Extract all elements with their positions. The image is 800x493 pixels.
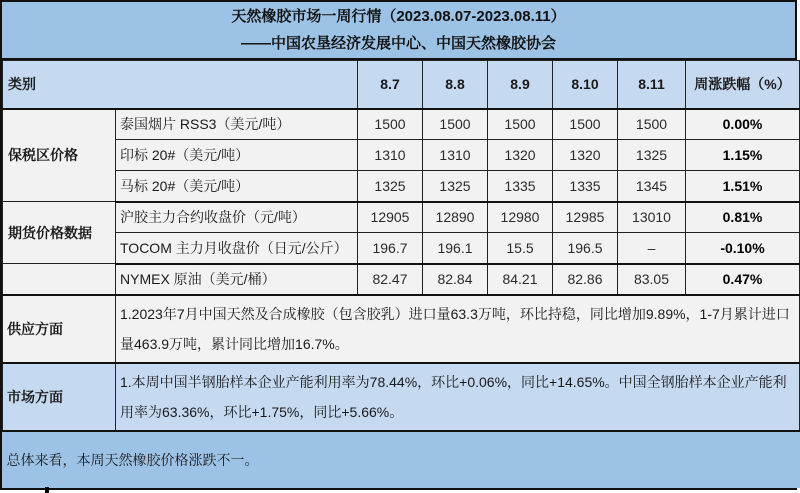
market-section-row <box>3 363 800 431</box>
value-cell: 1500 <box>488 109 553 140</box>
group-cell-empty <box>3 264 116 295</box>
value-cell: 196.7 <box>358 233 423 264</box>
market-section-label: 市场方面 <box>3 363 116 431</box>
date-header-8-10: 8.10 <box>553 61 618 109</box>
value-cell: 1325 <box>358 171 423 202</box>
table-header-row <box>3 61 800 109</box>
row-label: TOCOM 主力月收盘价（日元/公斤） <box>116 233 358 264</box>
summary-text: 总体来看，本周天然橡胶价格涨跌不一。 <box>6 451 259 468</box>
value-cell: 84.21 <box>488 264 553 295</box>
value-cell: 1320 <box>553 140 618 171</box>
value-cell: 1500 <box>553 109 618 140</box>
category-header: 类别 <box>3 61 358 109</box>
change-cell: 0.00% <box>686 109 800 140</box>
date-header-8-11: 8.11 <box>618 61 686 109</box>
value-cell: 1325 <box>618 140 686 171</box>
change-cell: 1.15% <box>686 140 800 171</box>
group-cell-bonded-zone: 保税区价格 <box>3 109 116 202</box>
value-cell: 1500 <box>618 109 686 140</box>
value-cell: 1345 <box>618 171 686 202</box>
value-cell: 1500 <box>423 109 488 140</box>
value-cell: 1310 <box>358 140 423 171</box>
report-title: 天然橡胶市场一周行情（2023.08.07-2023.08.11） <box>231 8 566 25</box>
value-cell: 82.86 <box>553 264 618 295</box>
row-label: 马标 20#（美元/吨） <box>116 171 358 202</box>
table-row <box>3 233 800 264</box>
table-row <box>3 264 800 295</box>
value-cell: 13010 <box>618 202 686 233</box>
market-section-text: 1.本周中国半钢胎样本企业产能利用率为78.44%，环比+0.06%，同比+14.65%。中国全钢胎样本企业产能利用率为63.36%，环比+1.75%，同比+5.66%。 <box>116 363 800 431</box>
value-cell: 196.1 <box>423 233 488 264</box>
report-subtitle: ——中国农垦经济发展中心、中国天然橡胶协会 <box>240 35 556 52</box>
row-label: NYMEX 原油（美元/桶） <box>116 264 358 295</box>
change-cell: 0.81% <box>686 202 800 233</box>
value-cell: 12985 <box>553 202 618 233</box>
value-cell: 1310 <box>423 140 488 171</box>
row-label: 印标 20#（美元/吨） <box>116 140 358 171</box>
value-cell: 196.5 <box>553 233 618 264</box>
table-row <box>3 109 800 140</box>
value-cell: 83.05 <box>618 264 686 295</box>
row-label: 泰国烟片 RSS3（美元/吨） <box>116 109 358 140</box>
report-title-block <box>2 2 795 60</box>
change-cell: 1.51% <box>686 171 800 202</box>
value-cell: 82.84 <box>423 264 488 295</box>
change-header: 周涨跌幅（%） <box>686 61 800 109</box>
date-header-8-8: 8.8 <box>423 61 488 109</box>
value-cell: 1325 <box>423 171 488 202</box>
value-cell: 12890 <box>423 202 488 233</box>
value-cell: 82.47 <box>358 264 423 295</box>
value-cell: 15.5 <box>488 233 553 264</box>
value-cell: 1500 <box>358 109 423 140</box>
price-table <box>2 60 800 488</box>
table-row <box>3 171 800 202</box>
value-cell: 1335 <box>553 171 618 202</box>
date-header-8-9: 8.9 <box>488 61 553 109</box>
table-row <box>3 140 800 171</box>
supply-section-row <box>3 295 800 363</box>
value-cell: 12980 <box>488 202 553 233</box>
supply-section-label: 供应方面 <box>3 295 116 363</box>
change-cell: 0.47% <box>686 264 800 295</box>
date-header-8-7: 8.7 <box>358 61 423 109</box>
supply-section-text: 1.2023年7月中国天然及合成橡胶（包含胶乳）进口量63.3万吨，环比持稳，同比增加9.89%，1-7月累计进口量463.9万吨，累计同比增加16.7%。 <box>116 295 800 363</box>
row-label: 沪胶主力合约收盘价（元/吨） <box>116 202 358 233</box>
value-cell: – <box>618 233 686 264</box>
stray-mark <box>45 487 49 493</box>
value-cell: 1335 <box>488 171 553 202</box>
value-cell: 1320 <box>488 140 553 171</box>
summary-row <box>3 431 800 488</box>
value-cell: 12905 <box>358 202 423 233</box>
change-cell: -0.10% <box>686 233 800 264</box>
table-row <box>3 202 800 233</box>
group-cell-futures: 期货价格数据 <box>3 202 116 264</box>
